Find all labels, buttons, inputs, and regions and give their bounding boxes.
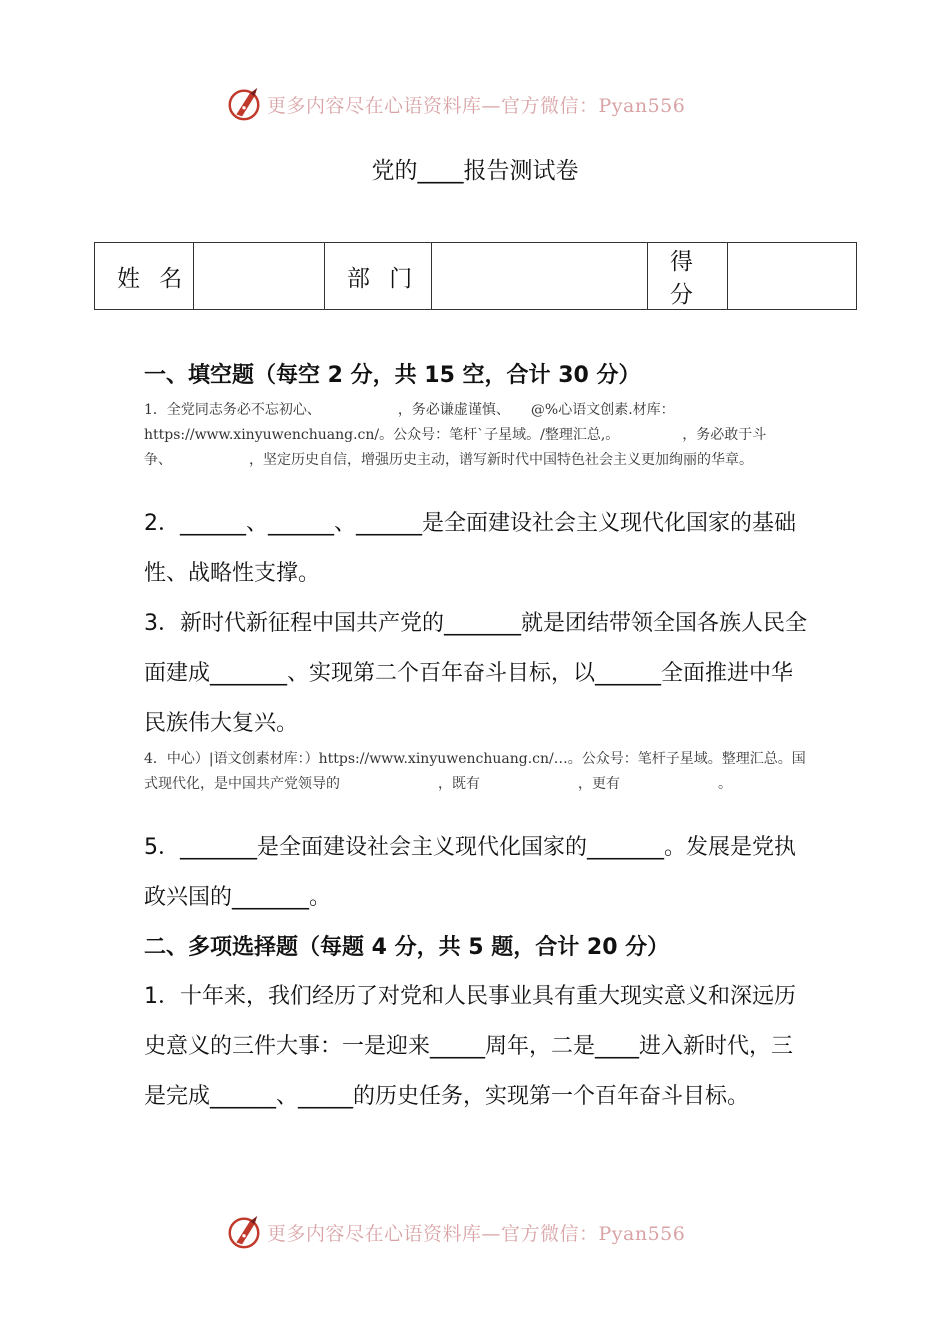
question-1-3: 3．新时代新征程中国共产党的_______就是团结带领全国各族人民全面建成_______、实现第二个百年奋斗目标，以______全面推进中华民族伟大复兴。 [144, 611, 807, 736]
section-heading-multiple-choice: 二、多项选择题（每题 4 分，共 5 题，合计 20 分） [144, 935, 670, 960]
watermark-text: 更多内容尽在心语资料库—官方微信：Pyan556 [267, 1222, 686, 1245]
question-2-1: 1．十年来，我们经历了对党和人民事业具有重大现实意义和深远历史意义的三件大事：一是迎来_____周年，二是____进入新时代，三是完成______、_____的历史任务，实现第一个百年奋斗目标。 [144, 984, 796, 1109]
question-1-1: 1．全党同志务必不忘初心、 ，务必谦虚谨慎、 @%心语文创素.材库：https://www.xinyuwenchuang.cn/。公众号：笔杆`子星域。/整理汇总,。 ，务必敢于斗争、 ，坚定历史自信，增强历史主动，谱写新时代中国特色社会主义更加绚丽的华章。 [144, 402, 767, 468]
score-field[interactable] [728, 243, 857, 310]
section-heading-fill-blank: 一、填空题（每空 2 分，共 15 空，合计 30 分） [144, 363, 641, 388]
score-label: 得 分 [648, 243, 728, 310]
department-label: 部 门 [325, 243, 432, 310]
name-label: 姓 名 [95, 243, 194, 310]
pen-nib-logo-icon [225, 1213, 263, 1251]
question-1-4: 4．中心）|语文创素材库：）https://www.xinyuwenchuang.cn/…。公众号：笔杆子星域。整理汇总。国式现代化，是中国共产党领导的 ，既有 ，更有 。 [144, 751, 806, 792]
question-1-2: 2．______、______、______是全面建设社会主义现代化国家的基础性、战略性支撑。 [144, 511, 796, 586]
watermark-header [225, 84, 745, 124]
pen-nib-logo-icon [225, 85, 263, 123]
info-table [94, 242, 857, 310]
page-title: 党的____报告测试卷 [371, 158, 579, 184]
watermark-text: 更多内容尽在心语资料库—官方微信：Pyan556 [267, 94, 686, 117]
question-1-5: 5．_______是全面建设社会主义现代化国家的_______。发展是党执政兴国的_______。 [144, 835, 796, 910]
name-field[interactable] [194, 243, 325, 310]
watermark-footer [225, 1212, 745, 1252]
department-field[interactable] [432, 243, 648, 310]
